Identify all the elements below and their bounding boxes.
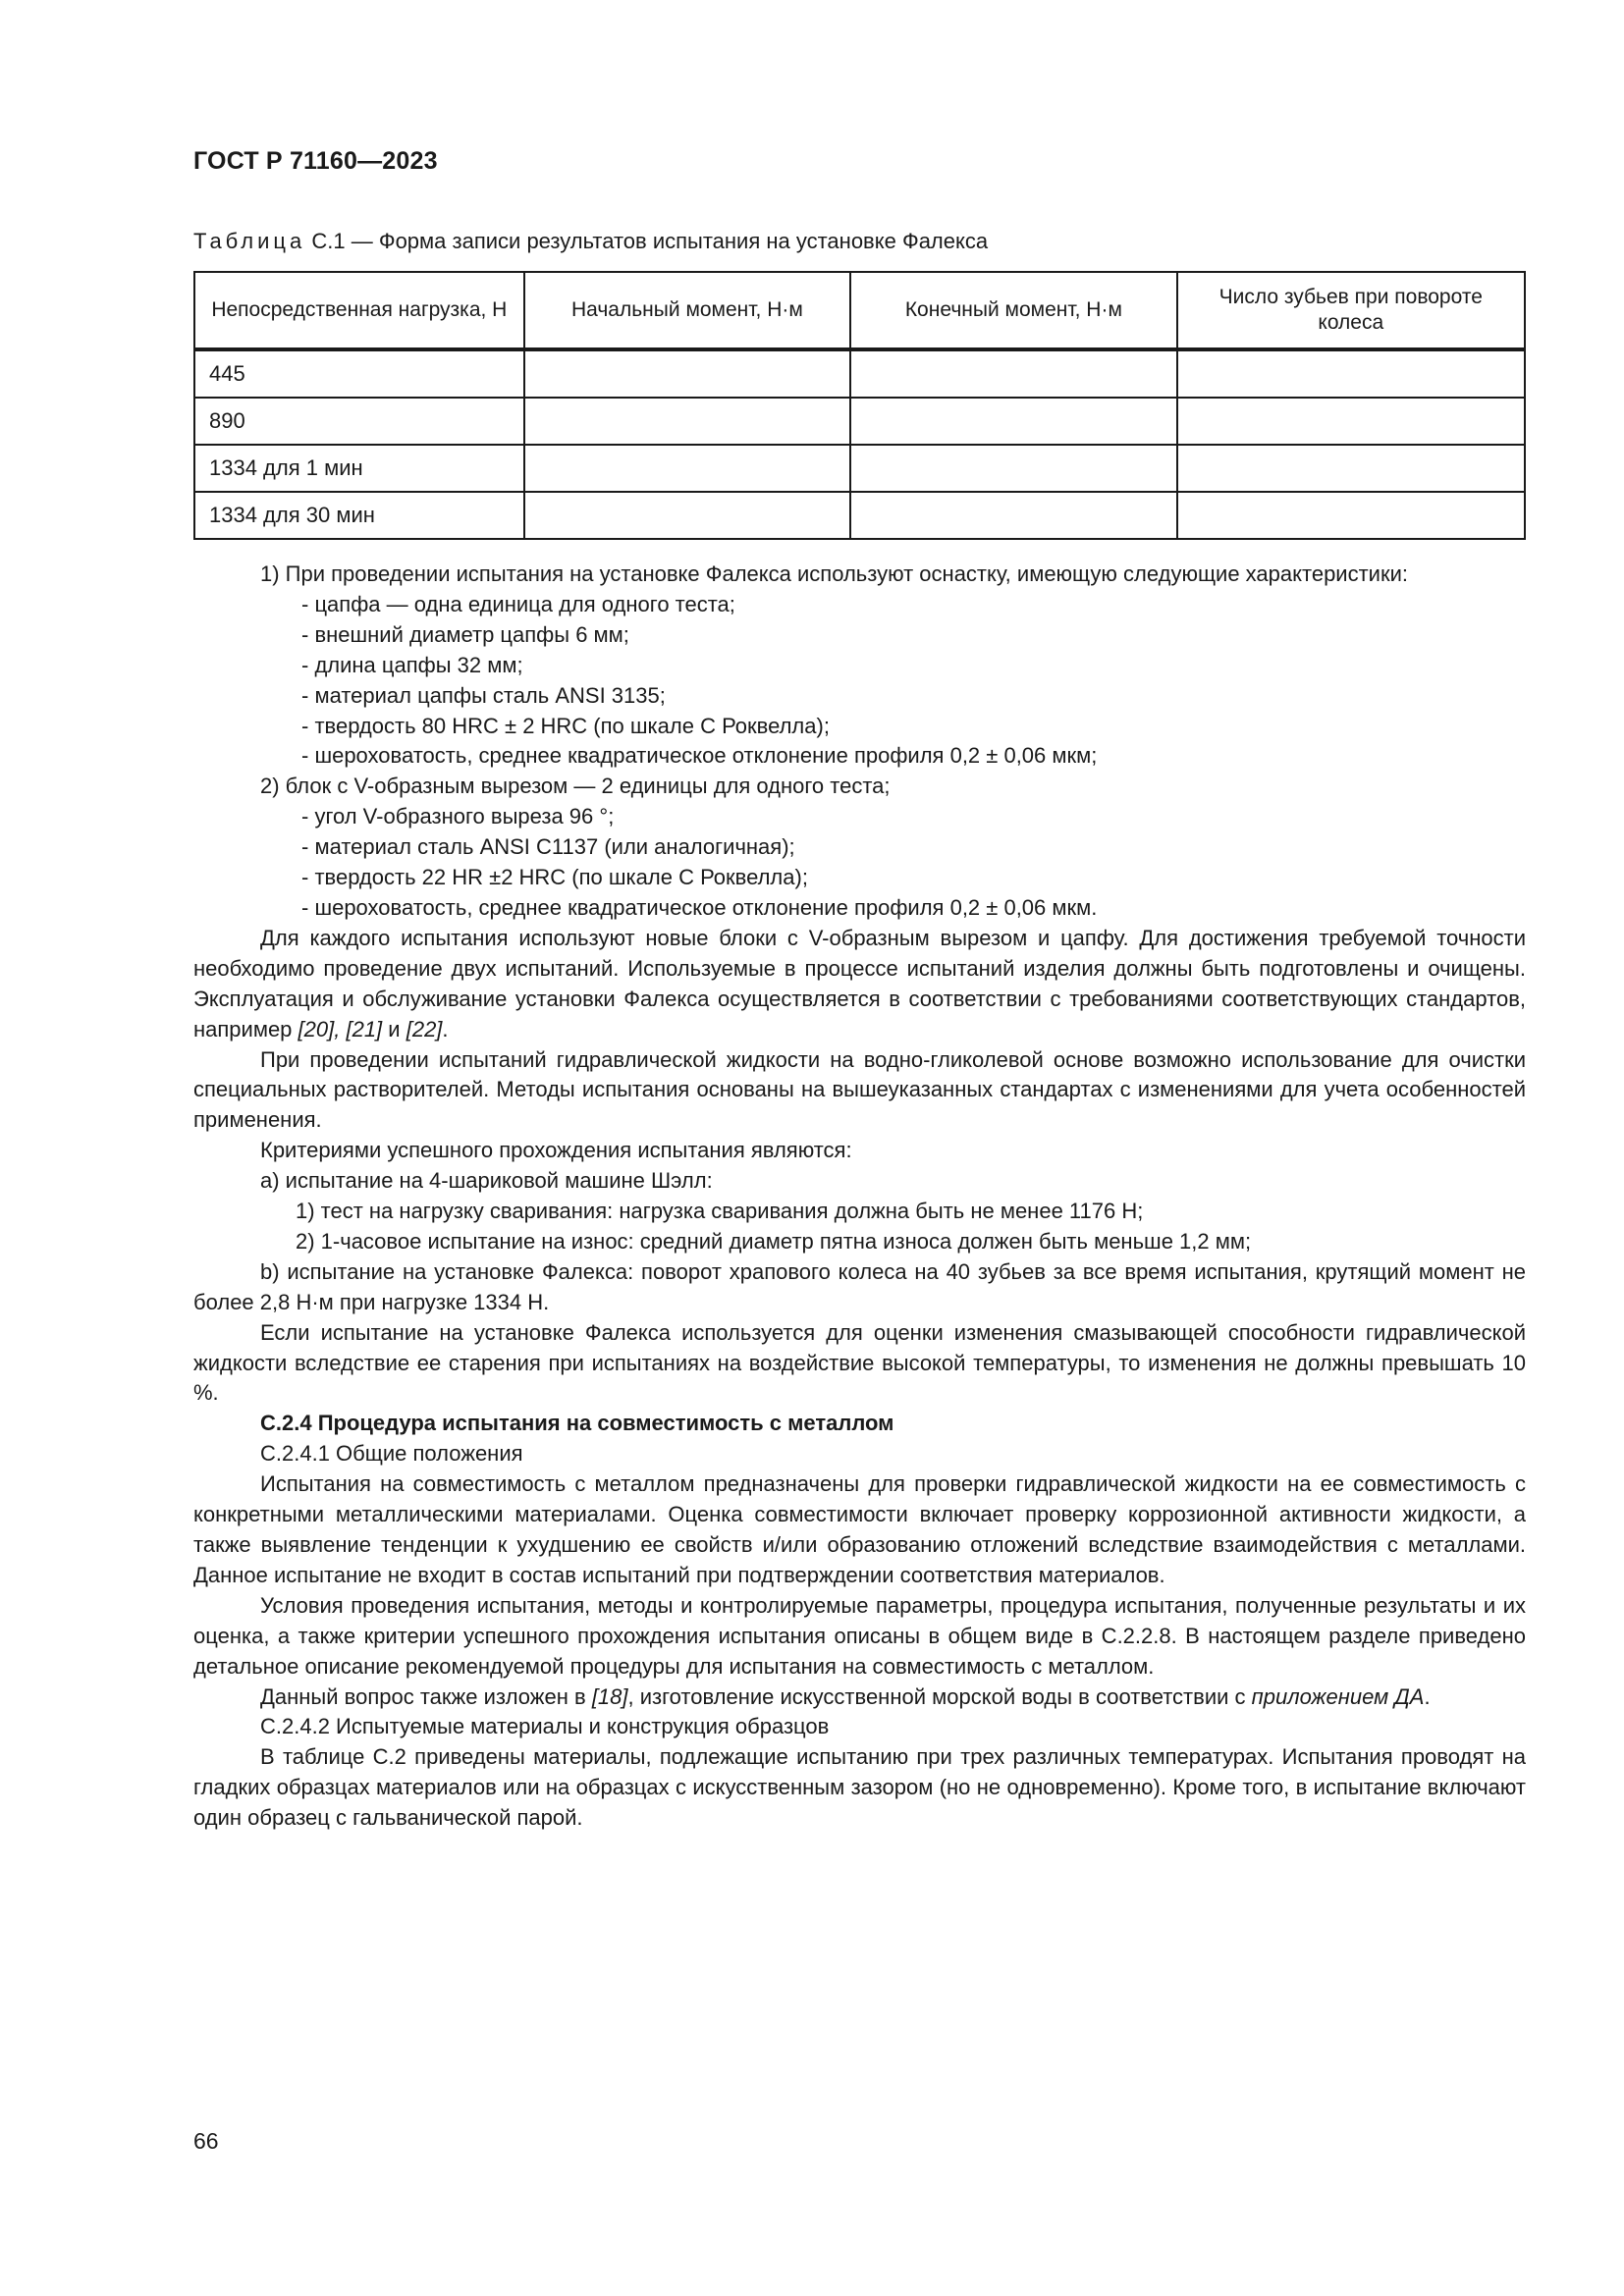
conjunction: и — [388, 1016, 401, 1041]
table-cell: 445 — [194, 349, 524, 398]
reference-link: [22] — [406, 1016, 443, 1041]
paragraph-test-materials: В таблице С.2 приведены материалы, подлежащие испытанию при трех различных температурах. Испытания проводят на гладких образцах материалов или на образцах с искусственным зазором (но не одновременно). Кроме того, в испытание включают один образец с гальванической парой. — [193, 1744, 1526, 1831]
table-cell — [850, 445, 1176, 492]
reference-link: [18] — [591, 1683, 628, 1709]
subsection-heading: С.2.4.1 Общие положения — [260, 1441, 523, 1467]
table-cell — [1177, 349, 1525, 398]
paragraph-text: , изготовление искусственной морской воды в соответствии с — [627, 1683, 1246, 1709]
section-heading: С.2.4 Процедура испытания на совместимость с металлом — [260, 1411, 894, 1436]
table-cell — [524, 349, 850, 398]
paragraph-text: Данный вопрос также изложен в — [260, 1683, 586, 1709]
document-standard-header: ГОСТ Р 71160—2023 — [193, 147, 438, 175]
reference-link: [20], [21] — [298, 1016, 383, 1041]
page-number: 66 — [193, 2128, 219, 2154]
list-item: - длина цапфы 32 мм; — [301, 652, 523, 677]
list-item: - шероховатость, среднее квадратическое отклонение профиля 0,2 ± 0,06 мкм; — [301, 743, 1098, 769]
table-cell — [850, 398, 1176, 445]
table-row — [194, 492, 1525, 539]
table-header-row — [194, 272, 1525, 349]
list-item: - материал сталь ANSI C1137 (или аналогичная); — [301, 834, 795, 860]
table-row — [194, 398, 1525, 445]
paragraph-equipment-intro: 1) При проведении испытания на установке Фалекса используют оснастку, имеющую следующие характеристики: — [260, 561, 1408, 586]
paragraph-test-conditions: Условия проведения испытания, методы и контролируемые параметры, процедура испытания, полученные результаты и их оценка, а также критерии успешного прохождения испытания описаны в общем виде в С.2.2.8. В настоящем разделе приведено детальное описание рекомендуемой процедуры для испытания на совместимость с металлом. — [193, 1592, 1526, 1679]
list-item: - цапфа — одна единица для одного теста; — [301, 591, 735, 616]
paragraph-new-blocks: Для каждого испытания используют новые блоки с V-образным вырезом и цапфу. Для достижения требуемой точности необходимо проведение двух испытаний. Используемые в процессе испытаний изделия должны быть подготовлены и очищены. Эксплуатация и обслуживание установки Фалекса осуществляется в соответствии с требованиями соответствующих стандартов, например [20], [21] и [22]. — [193, 925, 1526, 1041]
paragraph-glycol-cleaning: При проведении испытаний гидравлической жидкости на водно-гликолевой основе возможно использование для очистки специальных растворителей. Методы испытания основаны на вышеуказанных стандартах с изменениями для учета особенностей применения. — [193, 1046, 1526, 1133]
paragraph-aging: Если испытание на установке Фалекса используется для оценки изменения смазывающей способности гидравлической жидкости вследствие ее старения при испытаниях на воздействие высокой температуры, то изменения не должны превышать 10 %. — [193, 1319, 1526, 1406]
table-cell — [850, 492, 1176, 539]
paragraph-criteria-intro: Критериями успешного прохождения испытания являются: — [260, 1138, 852, 1163]
column-header-teeth-count: Число зубьев при повороте колеса — [1177, 272, 1525, 349]
list-item: - внешний диаметр цапфы 6 мм; — [301, 621, 629, 647]
table-cell — [524, 398, 850, 445]
body-text — [193, 560, 1526, 1834]
table-cell — [1177, 398, 1525, 445]
table-row — [194, 445, 1525, 492]
criterion-b: b) испытание на установке Фалекса: поворот храпового колеса на 40 зубьев за все время испытания, крутящий момент не более 2,8 Н·м при нагрузке 1334 Н. — [193, 1258, 1526, 1314]
table-caption — [193, 229, 988, 254]
paragraph-compatibility-purpose: Испытания на совместимость с металлом предназначены для проверки гидравлической жидкости на ее совместимость с конкретными металлическими материалами. Оценка совместимости включает проверку коррозионной активности жидкости, а также выявление тенденции к ухудшению ее свойств и/или образованию отложений вследствие взаимодействия с металлами. Данное испытание не входит в состав испытаний при подтверждении соответствия материалов. — [193, 1471, 1526, 1587]
table-cell — [524, 445, 850, 492]
list-item: - твердость 80 HRC ± 2 HRC (по шкале С Роквелла); — [301, 713, 830, 738]
paragraph-seawater: Данный вопрос также изложен в [18], изготовление искусственной морской воды в соответствии с приложением ДА. — [260, 1683, 1431, 1709]
table-caption-prefix: Таблица — [193, 229, 306, 253]
table-cell: 1334 для 30 мин — [194, 492, 524, 539]
list-item: - угол V-образного выреза 96 °; — [301, 804, 615, 829]
paragraph-v-block: 2) блок с V-образным вырезом — 2 единицы для одного теста; — [260, 774, 891, 799]
subsection-heading: С.2.4.2 Испытуемые материалы и конструкция образцов — [260, 1714, 830, 1739]
table-cell — [524, 492, 850, 539]
column-header-load: Непосредственная нагрузка, Н — [194, 272, 524, 349]
list-item: - шероховатость, среднее квадратическое отклонение профиля 0,2 ± 0,06 мкм. — [301, 894, 1098, 920]
table-cell: 1334 для 1 мин — [194, 445, 524, 492]
paragraph-text: Для каждого испытания используют новые блоки с V-образным вырезом и цапфу. Для достижения требуемой точности необходимо проведение двух испытаний. Используемые в процессе испытаний изделия должны быть подготовлены и очищены. Эксплуатация и обслуживание установки Фалекса осуществляется в соответствии с требованиями соответствующих стандартов, например — [193, 925, 1526, 1041]
table-row — [194, 349, 1525, 398]
table-cell — [1177, 492, 1525, 539]
table-cell — [1177, 445, 1525, 492]
column-header-initial-torque: Начальный момент, Н·м — [524, 272, 850, 349]
list-item: - твердость 22 HR ±2 HRC (по шкале С Роквелла); — [301, 865, 808, 890]
column-header-final-torque: Конечный момент, Н·м — [850, 272, 1176, 349]
results-table — [193, 271, 1526, 540]
table-cell — [850, 349, 1176, 398]
criterion-a1: 1) тест на нагрузку сваривания: нагрузка сваривания должна быть не менее 1176 Н; — [296, 1199, 1144, 1224]
table-caption-text: С.1 — Форма записи результатов испытания на установке Фалекса — [311, 229, 989, 253]
table-cell: 890 — [194, 398, 524, 445]
criterion-a2: 2) 1-часовое испытание на износ: средний диаметр пятна износа должен быть меньше 1,2 мм; — [296, 1228, 1252, 1254]
list-item: - материал цапфы сталь ANSI 3135; — [301, 682, 666, 708]
appendix-link: приложением ДА — [1251, 1683, 1425, 1709]
criterion-a: а) испытание на 4-шариковой машине Шэлл: — [260, 1168, 713, 1194]
